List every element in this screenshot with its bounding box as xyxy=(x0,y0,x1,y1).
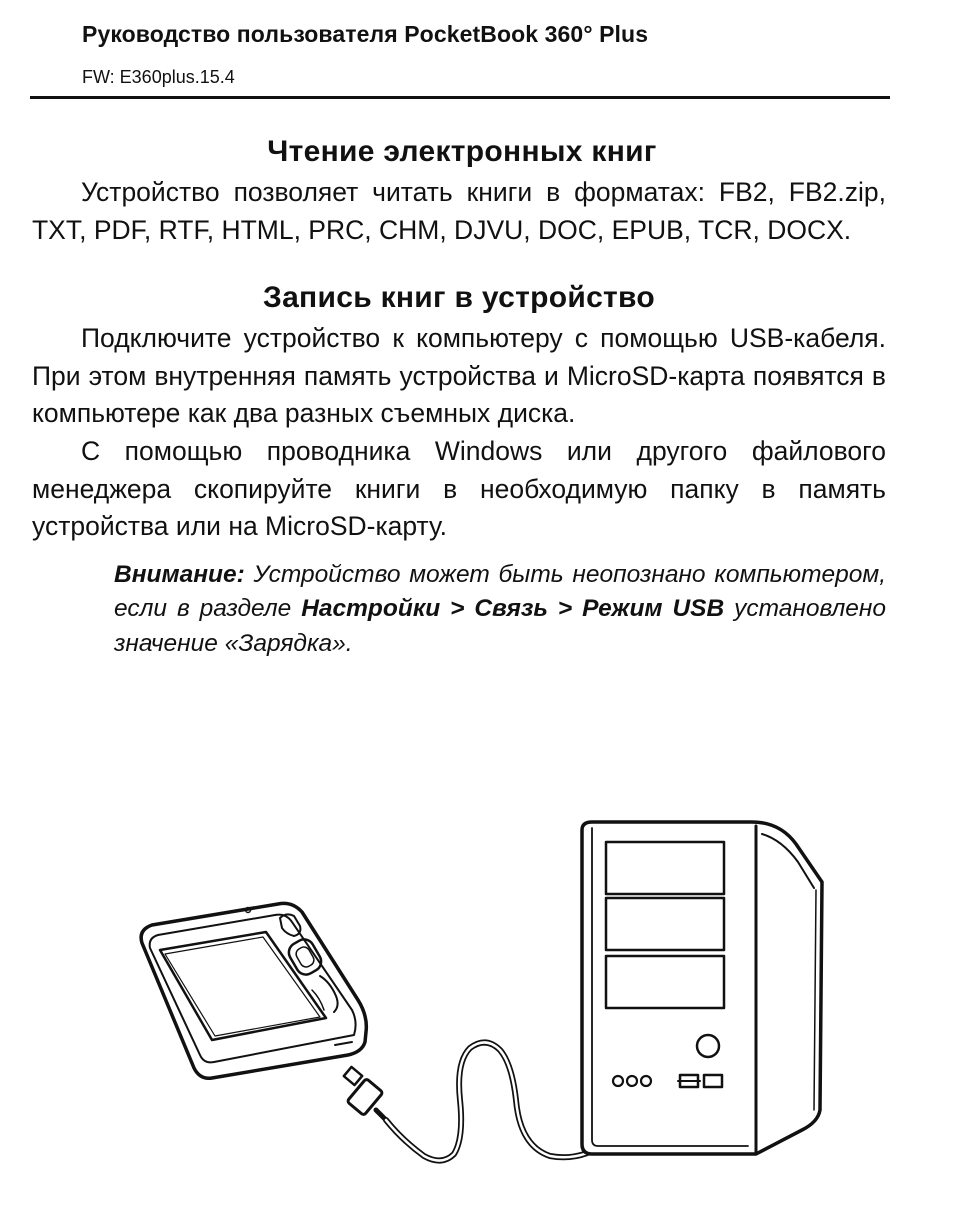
usb-plug xyxy=(344,1067,388,1122)
manual-title: Руководство пользователя PocketBook 360° Plus xyxy=(82,21,649,47)
heading-writing-books: Запись книг в устройство xyxy=(262,281,656,315)
usb-connection-illustration xyxy=(130,800,830,1180)
note-text-before: Устройство может быть неопознано компьютером, если в разделе xyxy=(114,560,886,623)
note-text-after: установлено значение «Зарядка». xyxy=(114,595,886,657)
heading-reading-books: Чтение электронных книг xyxy=(267,135,657,168)
page-content xyxy=(32,130,886,661)
ereader-to-pc-drawing xyxy=(130,800,830,1180)
firmware-version: FW: E360plus.15.4 xyxy=(82,67,235,87)
paragraph-supported-formats: Устройство позволяет читать книги в форматах: FB2, FB2.zip, TXT, PDF, RTF, HTML, PRC, CHM, DJVU, DOC, EPUB, TCR, DOCX. xyxy=(32,177,886,245)
computer-tower xyxy=(582,822,822,1154)
ereader-device xyxy=(141,903,366,1078)
paragraph-copy-files: С помощью проводника Windows или другого файлового менеджера скопируйте книги в необходимую папку в память устройства или на MicroSD-карту. xyxy=(32,435,886,542)
paragraph-connect-usb: Подключите устройство к компьютеру с помощью USB-кабеля. При этом внутренняя память устройства и MicroSD-карта появятся в компьютере как два разных съемных диска. xyxy=(32,323,886,429)
note-settings-path: Настройки > Связь > Режим USB xyxy=(301,595,725,623)
attention-note xyxy=(114,558,886,662)
note-label: Внимание: xyxy=(114,560,245,588)
page-header xyxy=(30,0,890,99)
